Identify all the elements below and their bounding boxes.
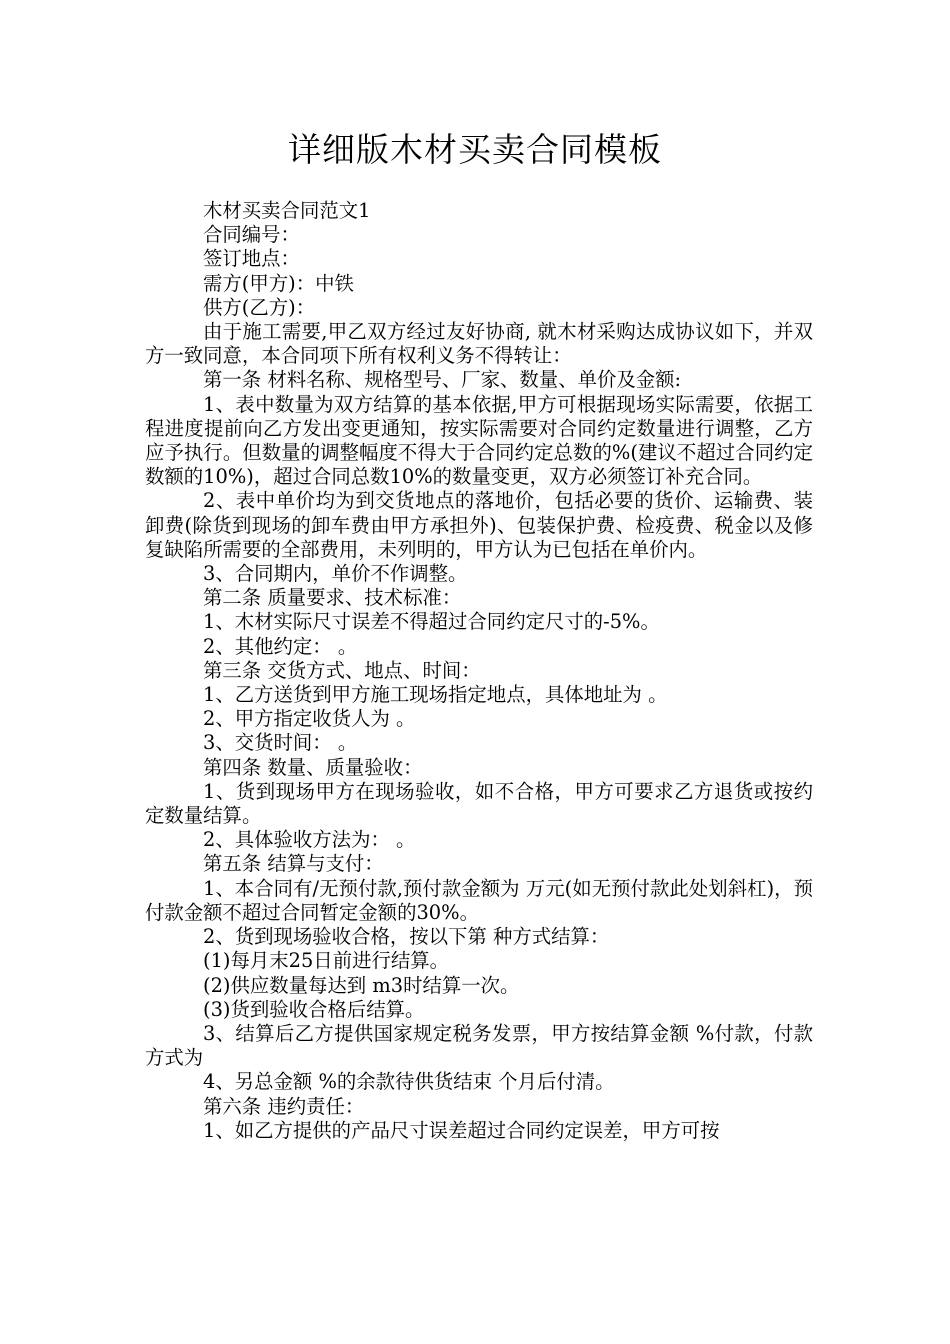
paragraph: 2、具体验收方法为： 。 [203, 828, 416, 852]
paragraph: 木材买卖合同范文1 [203, 199, 371, 222]
paragraph: 签订地点： [203, 247, 300, 271]
paragraph: 2、其他约定： 。 [203, 634, 358, 658]
paragraph: 2、甲方指定收货人为 。 [203, 707, 416, 731]
paragraph: 2、表中单价均为到交货地点的落地价，包括必要的货价、运输费、装卸费(除货到现场的卸车费由甲方承担外)、包装保护费、检疫费、税金以及修复缺陷所需要的全部费用，未列明的，甲方认为已包括在单价内。 [145, 489, 813, 561]
paragraph: 1、货到现场甲方在现场验收，如不合格，甲方可要求乙方退货或按约定数量结算。 [145, 779, 813, 828]
paragraph: (3)货到验收合格后结算。 [203, 997, 425, 1021]
paragraph: 第二条 质量要求、技术标准： [203, 586, 462, 610]
paragraph: 第三条 交货方式、地点、时间： [203, 658, 481, 682]
paragraph: (1)每月末25日前进行结算。 [203, 949, 450, 973]
paragraph: 供方(乙方)： [203, 295, 316, 319]
paragraph: 由于施工需要,甲乙双方经过友好协商, 就木材采购达成协议如下，并双方一致同意，本合同项下所有权利义务不得转让： [145, 320, 813, 368]
paragraph: 第一条 材料名称、规格型号、厂家、数量、单价及金额: [203, 368, 682, 392]
paragraph: 第四条 数量、质量验收： [203, 755, 423, 779]
paragraph: 第六条 违约责任： [203, 1094, 365, 1118]
paragraph: 1、木材实际尺寸误差不得超过合同约定尺寸的-5%。 [203, 610, 660, 634]
paragraph: 1、如乙方提供的产品尺寸误差超过合同约定误差，甲方可按 [203, 1118, 720, 1142]
paragraph: 3、交货时间： 。 [203, 731, 358, 755]
paragraph: 需方(甲方)：中铁 [203, 271, 354, 295]
paragraph: 1、本合同有/无预付款,预付款金额为 万元(如无预付款此处划斜杠)，预付款金额不超过合同暂定金额的30%。 [145, 876, 813, 924]
paragraph: 第五条 结算与支付： [203, 852, 384, 876]
paragraph: 4、另总金额 %的余款待供货结束 个月后付清。 [203, 1070, 615, 1094]
paragraph: 3、合同期内，单价不作调整。 [203, 562, 468, 586]
paragraph: 合同编号： [203, 223, 300, 247]
paragraph: 2、货到现场验收合格，按以下第 种方式结算： [203, 925, 610, 949]
document-body [145, 199, 813, 1143]
paragraph: 1、乙方送货到甲方施工现场指定地点，具体地址为 。 [203, 683, 668, 707]
paragraph: 3、结算后乙方提供国家规定税务发票，甲方按结算金额 %付款，付款方式为 [145, 1021, 813, 1070]
paragraph: 1、表中数量为双方结算的基本依据,甲方可根据现场实际需要，依据工程进度提前向乙方发出变更通知，按实际需要对合同约定数量进行调整，乙方应予执行。但数量的调整幅度不得大于合同约定总数的%(建议不超过合同约定数额的10%)，超过合同总数10%的数量变更，双方必须签订补充合同。 [145, 392, 813, 489]
paragraph: (2)供应数量每达到 m3时结算一次。 [203, 973, 520, 997]
document-title: 详细版木材买卖合同模板 [288, 130, 662, 169]
